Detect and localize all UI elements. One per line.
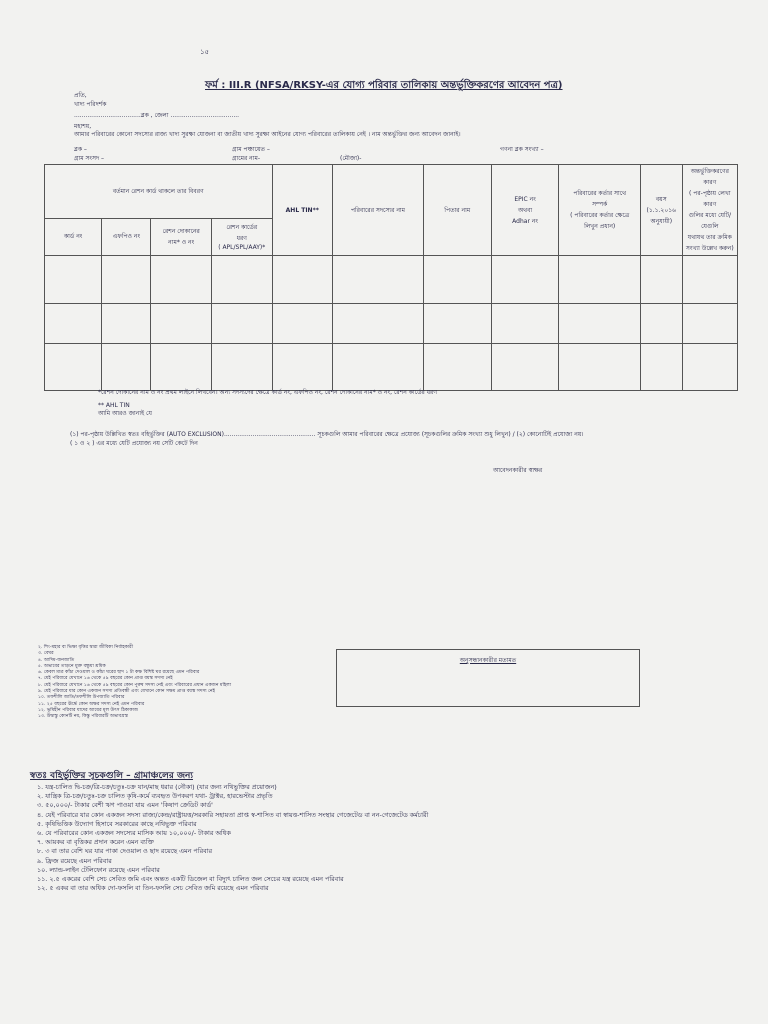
list-item: ৮. যেই পরিবারে যেখানে ১৬ থেকে ৫৯ বছরের কোন পুরুষ সদস্য নেই এবং পরিবারের প্রধান একজন মহিলা xyxy=(38,682,232,688)
reason-line-5: সংখ্যা উল্লেখ করুন) xyxy=(685,245,734,252)
list-item: ৫. কৃষিভিত্তিক উদ্যোগ হিসাবে সরকারের কাছে নথিভুক্ত পরিবার xyxy=(37,819,197,828)
list-item: ৪. আদিম-জনজাতি xyxy=(38,657,75,663)
list-item: ১০. তফশীলি জাতি/তফশীলি উপজাতি পরিবার xyxy=(38,695,125,701)
age-line-2: (১.১.২০১৬ xyxy=(646,206,677,214)
note-4: (১) পর-পৃষ্ঠায় উল্লিখিত স্বতঃ বহির্ভুক্তির (AUTO EXCLUSION)................................................ সূচকগুলি আমার পরিবারের ক্ষেত্রে প্রযোজ্য (সূচকগুলির ক্রমিক সংখ্যা শুধু লিখুন) / (২) কোনোটিই প্রযোজ্য নয়। xyxy=(70,431,584,438)
type-line-1: রেশন কার্ডের xyxy=(226,224,258,232)
epic-line-1: EPIC নং xyxy=(514,195,536,203)
list-item: ১০. ল্যান্ড-লাইন টেলিফোন রয়েছে এমন পরিবার xyxy=(37,865,160,874)
ahl-label: AHL TIN** xyxy=(285,206,319,214)
ration-card-header: বর্তমান রেশন কার্ড থাকলে তার বিবরণ xyxy=(45,165,273,219)
reason-line-2: ( পর-পৃষ্ঠায় লেখা কারণ xyxy=(689,190,731,208)
note-5: ( ১ ও ২ ) এর মধ্যে যেটি প্রযোজ্য নয় সেটি কেটে দিন xyxy=(70,440,198,447)
address-to: প্রতি, xyxy=(74,92,87,99)
table-row[interactable] xyxy=(45,304,738,344)
exclusion-list xyxy=(37,783,428,893)
epic-line-3: Adhar নং xyxy=(512,217,538,225)
list-item: ১১. ২.৫ একরের বেশি সেচ সেবিত জমি এবং অন্তত একটি ডিজেল বা বিদ্যুৎ চালিত জল সেচের যন্ত্র রয়েছে এমন পরিবার xyxy=(37,875,344,884)
col-father-name: পিতার নাম xyxy=(423,165,491,256)
age-line-1: বয়স xyxy=(655,195,667,203)
list-item: ৮. ৩ বা তার বেশি ঘর যার পাকা দেওয়াল ও ছাদ রয়েছে এমন পরিবার xyxy=(37,847,213,856)
epic-line-2: অথবা xyxy=(517,206,533,214)
shop-line-2: নাম* ও নং xyxy=(168,238,195,246)
form-title: ফর্ম : III.R (NFSA/RKSY-এর যোগ্য পরিবার তালিকায় অন্তর্ভুক্তিকরণের আবেদন পত্র) xyxy=(205,80,563,91)
shop-line-1: রেশন দোকানের xyxy=(162,227,200,235)
relation-line-1: পরিবারের কর্তার সাথে xyxy=(573,190,627,197)
application-table xyxy=(44,164,738,391)
list-item: ১৩. উদ্বাস্তু কোনটি নয়, কিন্তু পরিবারটি অভাবগ্রস্ত xyxy=(38,714,128,720)
col-age xyxy=(640,165,682,256)
field-block: ব্লক – xyxy=(74,146,87,153)
reason-line-3: গুলির মধ্যে যেটি/যেগুলি xyxy=(688,212,731,230)
note-1: *রেশন দোকানের নাম ও নং প্রথম লাইনে লিখবেন। অন্য সদস্যদের ক্ষেত্রে কার্ড নং, এফপিও নং, রেশন দোকানের নাম* ও নং, রেশন কার্ডের ধরণ xyxy=(98,389,437,396)
list-item: ৭. যেই পরিবারে যেখানে ১৬ থেকে ৫৯ বছরের কোন প্রাপ্ত বয়স্ক সদস্য নেই xyxy=(38,676,173,682)
field-village-name: গ্রামের নাম- xyxy=(232,155,261,162)
list-item: ৫. অভাবের তাড়নে মুক্ত বন্ধুয়া শ্রমিক xyxy=(38,663,106,669)
col-epic xyxy=(491,165,559,256)
table-row[interactable] xyxy=(45,344,738,391)
exclusion-heading: স্বতঃ বহির্ভুক্তির সূচকগুলি – গ্রামাঞ্চলের জন্য xyxy=(30,771,193,781)
list-item: ৩. ৫০,০০০/- টাকার বেশী ঋণ পাওয়া যায় এমন 'কিষাণ ক্রেডিট কার্ড' xyxy=(37,801,213,810)
type-line-3: ( APL/SPL/AAY)* xyxy=(218,244,266,252)
list-item: ২. যান্ত্রিক ত্রি-চক্র/চতুঃ-চক্র চালিত কৃষি-কর্মে ব্যবহৃত উপকরণ যথা- ট্রাক্টর, হারভেস্টার প্রভৃতি xyxy=(37,792,273,801)
criteria-list xyxy=(38,645,231,721)
note-2: ** AHL TIN xyxy=(98,402,130,409)
relation-line-4: লিখুন প্রধান) xyxy=(584,223,616,230)
field-mouza: (মৌজা)- xyxy=(340,155,362,162)
reason-line-4: যথাযথ তার ক্রমিক xyxy=(687,234,732,241)
type-line-2: ধরণ xyxy=(236,235,247,243)
address-block-line: ...................................ব্লক , জেলা .................................... xyxy=(74,112,240,119)
list-item: ৯. ফ্রিজ রয়েছে এমন পরিবার xyxy=(37,856,112,865)
address-officer: খাদ্য পরিদর্শক xyxy=(74,101,107,108)
address-body: আমার পরিবারের কোনো সদস্যের রাজ্য খাদ্য সুরক্ষা যোজনা বা জাতীয় খাদ্য সুরক্ষা আইনের যোগ্য পরিবারের তালিকায় নেই । নাম অন্তর্ভুক্তির জন্য আবেদন জানাই। xyxy=(74,131,461,138)
note-3: আমি আরও জানাই যে xyxy=(98,410,152,417)
col-ffo-no: এফপিও নং xyxy=(102,218,151,255)
enquiry-box[interactable] xyxy=(336,649,640,707)
list-item: ৩. বেঘর xyxy=(38,651,54,657)
page-mark: ১৫ xyxy=(200,48,210,56)
list-item: ৯. যেই পরিবারে যার কোন একজন সদস্য প্রতিবন্ধী এবং যেখানে কোন সক্ষম প্রাপ্ত বয়স্ক সদস্য নেই xyxy=(38,689,216,695)
col-relation xyxy=(559,165,640,256)
relation-line-2: সম্পর্ক xyxy=(592,201,608,208)
col-ahl-tin xyxy=(272,165,333,256)
field-census-block: গণনা ব্লক সংখ্যা – xyxy=(500,146,544,153)
list-item: ৪. যেই পরিবারে যার কোন একজন সদস্য রাজ্য/কেন্দ্র/রাষ্ট্রায়ত্ত/সরকারি সহায়তা প্রাপ্ত স্ব-শাসিত বা স্বায়ত্ত-শাসিত সংস্থার গেজেটেড বা নন-গেজেটেড কর্মচারী xyxy=(37,810,429,819)
list-item: ১১. ২৫ বছরের ঊর্দ্ধে কোন অক্ষর সদস্য নেই এমন পরিবার xyxy=(38,701,145,707)
table-row[interactable] xyxy=(45,256,738,304)
field-gp: গ্রাম পঞ্চায়েত – xyxy=(232,146,270,153)
list-item: ৬. কেবল মাত্র কাঁচা দেওয়াল ও কাঁচা ঘরের ছাদ ১ টা কক্ষ বিশিষ্ট ঘর রয়েছে এমন পরিবার xyxy=(38,670,200,676)
col-card-no: কার্ড নং xyxy=(45,218,102,255)
list-item: ৬. যে পরিবারের কোন একজন সদস্যের মাসিক আয় ১০,০০০/- টাকার অধিক xyxy=(37,829,231,838)
age-line-3: অনুযায়ী) xyxy=(650,217,673,225)
relation-line-3: ( পরিবারের কর্তার ক্ষেত্রে xyxy=(570,212,630,219)
list-item: ৭. আয়কর বা বৃত্তিকর প্রদান করেন এমন ব্যক্তি xyxy=(37,838,154,847)
list-item: ২. শিং-মহার বা ভিক্ষা বৃত্তির দ্বারা জীবিকা নির্বাহকারী xyxy=(38,645,134,650)
list-item: ১২. ৫ একর বা তার অধিক দো-ফসলি বা তিন-ফসলি সেচ সেবিত জমি রয়েছে এমন পরিবার xyxy=(37,884,269,893)
field-village: গ্রাম সংসদ – xyxy=(74,155,105,162)
col-reason xyxy=(682,165,737,256)
enquiry-label: অনুসন্ধানকারীর মতামত xyxy=(459,657,517,664)
list-item: ১২. ভূমিহীন পরিবার যাদের আয়ের মূল উৎস ঠিকাকাজ xyxy=(38,707,138,713)
col-member-name: পরিবারের সদস্যের নাম xyxy=(333,165,424,256)
signature-label: আবেদনকারীর স্বাক্ষর xyxy=(493,467,543,474)
address-salutation: মহাশয়, xyxy=(74,123,92,130)
list-item: ১. যন্ত্র-চালিত দ্বি-চক্র/ত্রি-চক্র/চতুঃ-চক্র যান/মাছ ধরার (নৌকা) (যার জন্য নথিভুক্তির প্রয়োজন) xyxy=(37,783,277,791)
col-shop xyxy=(151,218,212,255)
col-card-type xyxy=(211,218,272,255)
reason-line-1: অন্তর্ভুক্তিকরণের কারণ xyxy=(690,168,729,186)
